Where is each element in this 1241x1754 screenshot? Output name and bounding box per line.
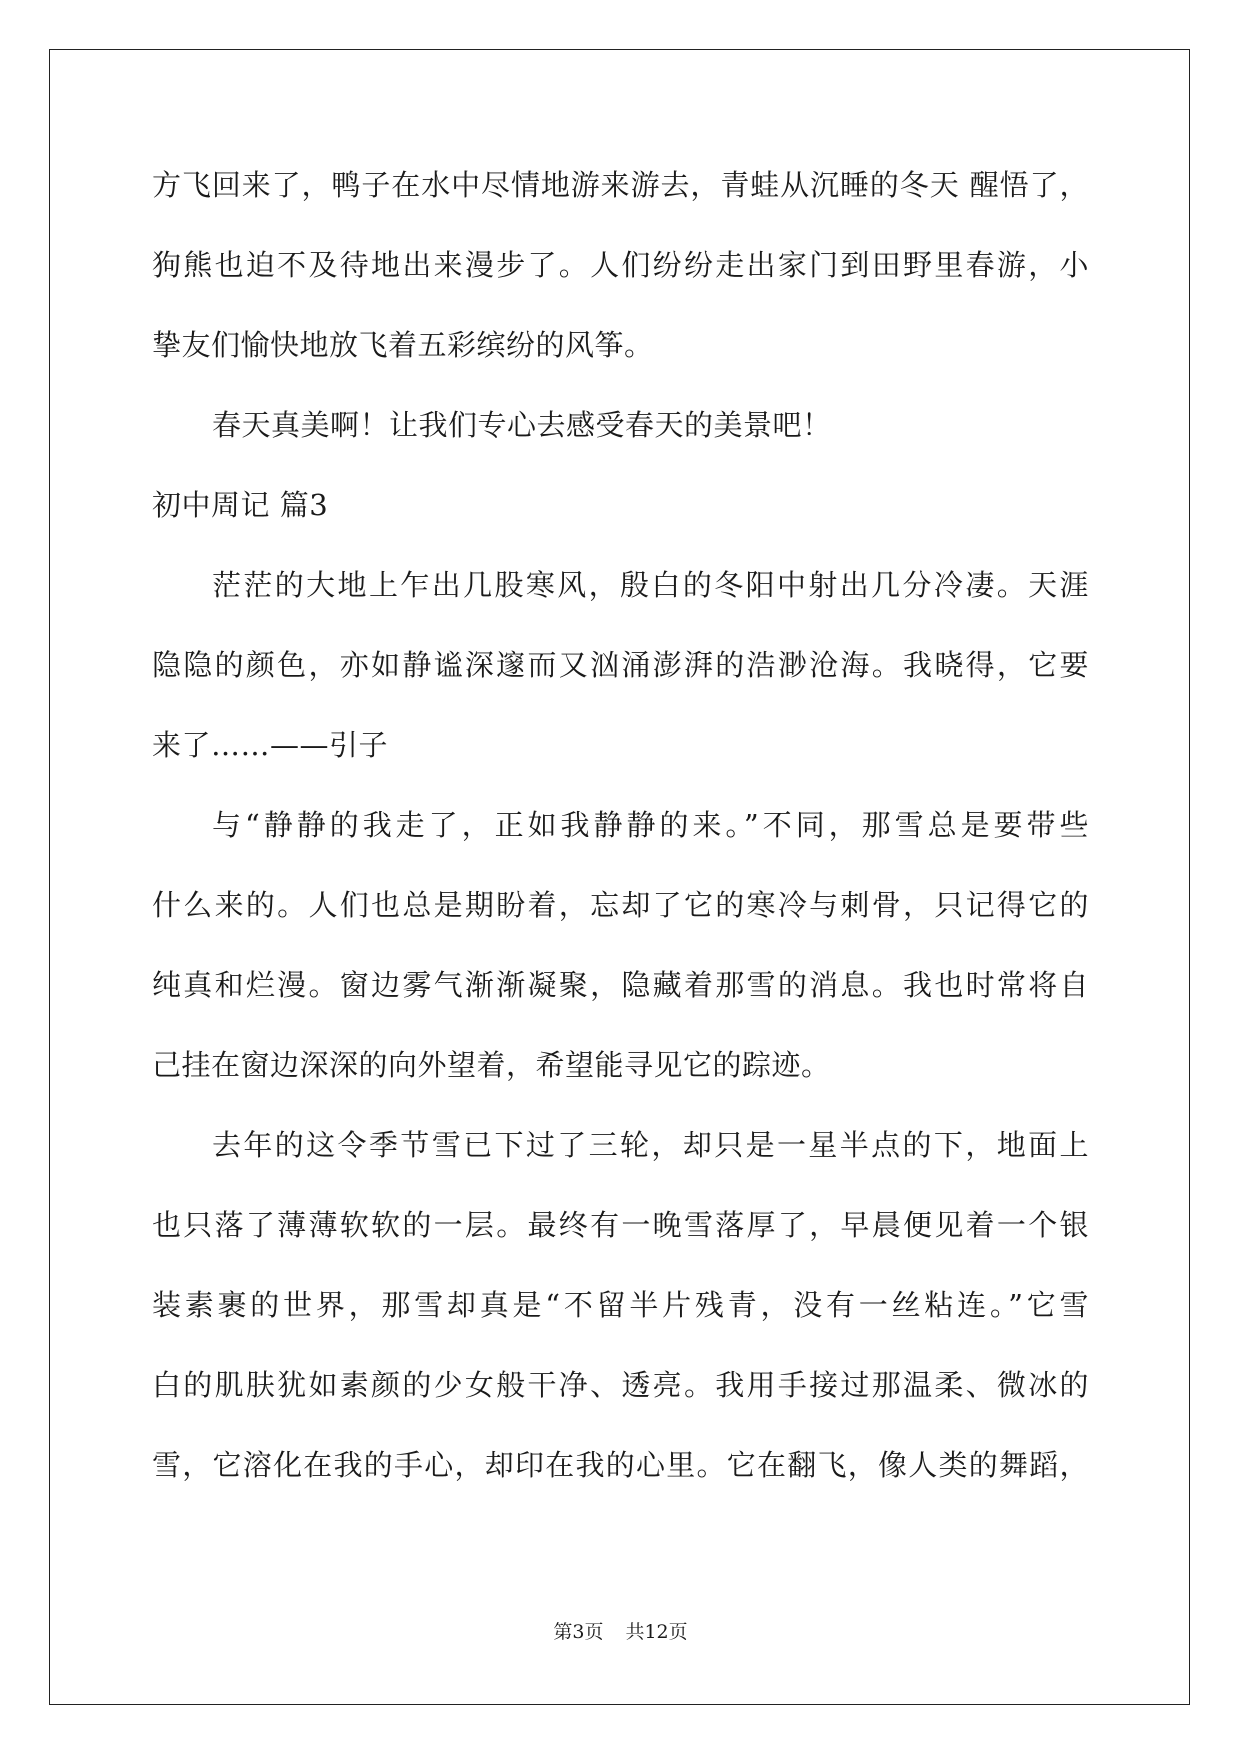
page-total: 共12页 [625,1621,688,1643]
section-heading: 初中周记 篇3 [152,488,329,522]
text-line: 狗熊也迫不及待地出来漫步了。人们纷纷走出家门到田野里春游，小 [152,248,1089,282]
text-line: 挚友们愉快地放飞着五彩缤纷的风筝。 [152,328,654,362]
text-line: 己挂在窗边深深的向外望着，希望能寻见它的踪迹。 [152,1048,831,1082]
page-number: 第3页 [553,1621,604,1643]
text-line: 隐隐的颜色，亦如静谧深邃而又汹涌澎湃的浩渺沧海。我晓得，它要 [152,648,1089,682]
text-line: 春天真美啊！让我们专心去感受春天的美景吧！ [212,408,832,442]
text-line: 与“静静的我走了，正如我静静的来。”不同，那雪总是要带些 [212,808,1089,842]
text-line: 方飞回来了，鸭子在水中尽情地游来游去，青蛙从沉睡的冬天 醒悟了， [152,168,1089,202]
text-line: 也只落了薄薄软软的一层。最终有一晚雪落厚了，早晨便见着一个银 [152,1208,1089,1242]
page-footer [0,1620,1241,1644]
text-line: 什么来的。人们也总是期盼着，忘却了它的寒冷与刺骨，只记得它的 [152,888,1089,922]
text-line: 装素裹的世界，那雪却真是“不留半片残青，没有一丝粘连。”它雪 [152,1288,1089,1322]
text-line: 来了……——引子 [152,728,389,762]
document-body [152,165,1089,1525]
text-line: 茫茫的大地上乍出几股寒风，殷白的冬阳中射出几分冷凄。天涯 [212,568,1089,602]
text-line: 白的肌肤犹如素颜的少女般干净、透亮。我用手接过那温柔、微冰的 [152,1368,1089,1402]
text-line: 纯真和烂漫。窗边雾气渐渐凝聚，隐藏着那雪的消息。我也时常将自 [152,968,1089,1002]
text-line: 雪，它溶化在我的手心，却印在我的心里。它在翻飞，像人类的舞蹈， [152,1448,1089,1482]
text-line: 去年的这令季节雪已下过了三轮，却只是一星半点的下，地面上 [212,1128,1089,1162]
